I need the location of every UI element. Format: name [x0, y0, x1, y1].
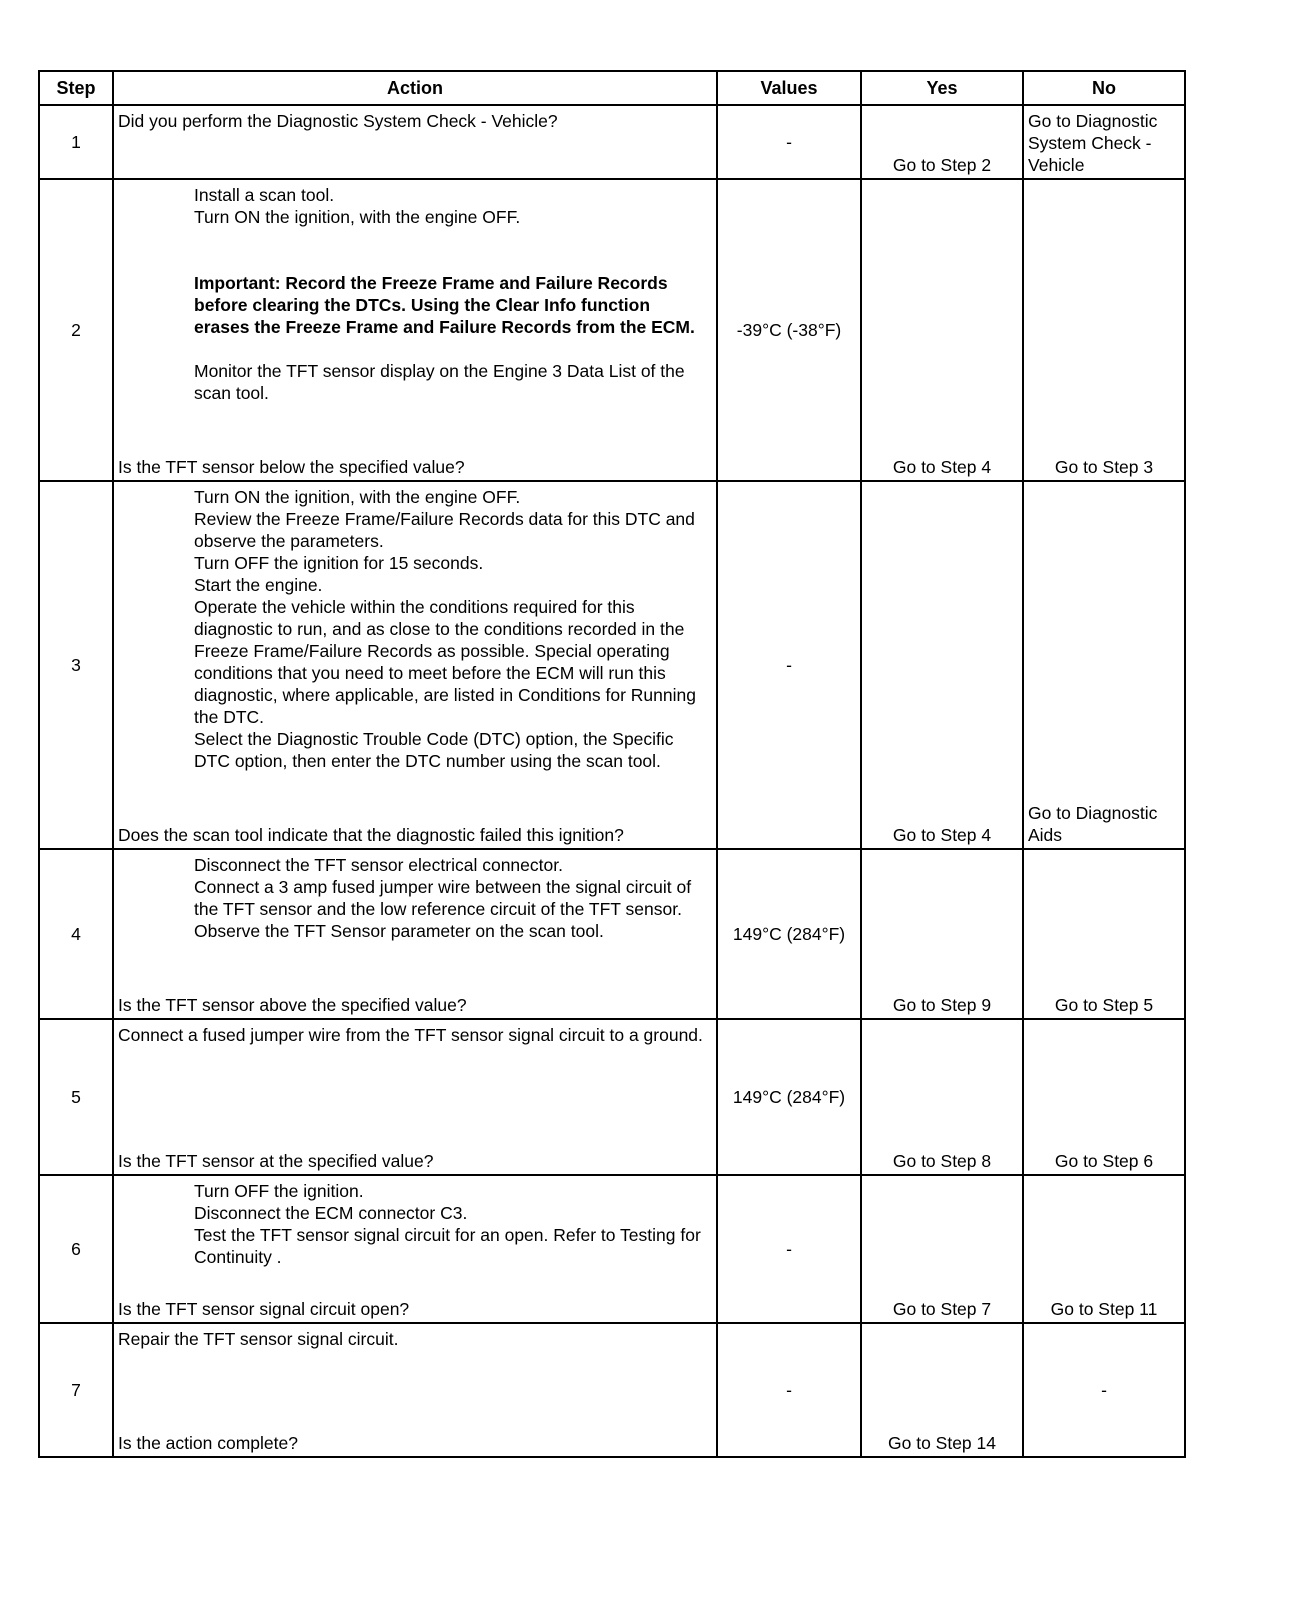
- action-text: Did you perform the Diagnostic System Check - Vehicle?: [113, 105, 717, 179]
- action-cell: [113, 1019, 717, 1175]
- action-step: Turn ON the ignition, with the engine OFF.: [194, 487, 521, 507]
- yes-cell: Go to Step 9: [861, 849, 1023, 1019]
- yes-cell: Go to Step 4: [861, 179, 1023, 481]
- action-question: Does the scan tool indicate that the diagnostic failed this ignition?: [118, 825, 624, 845]
- header-row: [39, 71, 1185, 105]
- important-note: Important: Record the Freeze Frame and Failure Records before clearing the DTCs. Using the Clear Info function erases the Freeze Frame and Failure Records from the ECM.: [194, 273, 695, 337]
- action-step: Select the Diagnostic Trouble Code (DTC) option, the Specific DTC option, then enter the DTC number using the scan tool.: [194, 729, 674, 771]
- action-step: Operate the vehicle within the conditions required for this diagnostic to run, and as close to the conditions recorded in the Freeze Frame/Failure Records as possible. Special operating conditions that you need to meet before the ECM will run this diagnostic, where applicable, are listed in Conditions for Running the DTC.: [194, 597, 696, 727]
- action-question: Is the TFT sensor below the specified value?: [118, 457, 465, 477]
- yes-cell: Go to Step 7: [861, 1175, 1023, 1323]
- action-step: Disconnect the TFT sensor electrical connector.: [194, 855, 563, 875]
- values-cell: -: [717, 105, 861, 179]
- step-number: 5: [39, 1019, 113, 1175]
- table-row: [39, 105, 1185, 179]
- action-question: Is the TFT sensor above the specified value?: [118, 995, 467, 1015]
- no-cell: Go to Diagnostic System Check - Vehicle: [1023, 105, 1185, 179]
- values-cell: 149°C (284°F): [717, 1019, 861, 1175]
- step-number: 1: [39, 105, 113, 179]
- action-step: Start the engine.: [194, 575, 323, 595]
- header-step: Step: [39, 71, 113, 105]
- no-cell: -: [1023, 1323, 1185, 1457]
- header-action: Action: [113, 71, 717, 105]
- no-cell: Go to Diagnostic Aids: [1023, 481, 1185, 849]
- header-no: No: [1023, 71, 1185, 105]
- action-cell: [113, 1175, 717, 1323]
- action-cell: [113, 849, 717, 1019]
- no-cell: Go to Step 11: [1023, 1175, 1185, 1323]
- action-step: Turn OFF the ignition for 15 seconds.: [194, 553, 484, 573]
- action-text: Connect a fused jumper wire from the TFT sensor signal circuit to a ground.: [118, 1025, 703, 1045]
- action-step: Observe the TFT Sensor parameter on the scan tool.: [194, 921, 604, 941]
- action-question: Is the TFT sensor at the specified value?: [118, 1151, 434, 1171]
- values-cell: -: [717, 1175, 861, 1323]
- diagnostic-table-sheet: [38, 70, 1186, 1458]
- step-number: 6: [39, 1175, 113, 1323]
- step-number: 2: [39, 179, 113, 481]
- action-cell: [113, 481, 717, 849]
- step-number: 4: [39, 849, 113, 1019]
- table-row: [39, 481, 1185, 849]
- action-step: Review the Freeze Frame/Failure Records data for this DTC and observe the parameters.: [194, 509, 695, 551]
- action-step: Turn OFF the ignition.: [194, 1181, 364, 1201]
- values-cell: -: [717, 481, 861, 849]
- no-cell: Go to Step 3: [1023, 179, 1185, 481]
- action-step: Connect a 3 amp fused jumper wire between the signal circuit of the TFT sensor and the low reference circuit of the TFT sensor.: [194, 877, 692, 919]
- step-number: 3: [39, 481, 113, 849]
- table-row: [39, 849, 1185, 1019]
- yes-cell: Go to Step 14: [861, 1323, 1023, 1457]
- action-question: Is the TFT sensor signal circuit open?: [118, 1299, 410, 1319]
- action-question: Is the action complete?: [118, 1433, 298, 1453]
- header-yes: Yes: [861, 71, 1023, 105]
- no-cell: Go to Step 5: [1023, 849, 1185, 1019]
- step-number: 7: [39, 1323, 113, 1457]
- yes-cell: Go to Step 8: [861, 1019, 1023, 1175]
- action-step: Turn ON the ignition, with the engine OFF.: [194, 207, 521, 227]
- yes-cell: Go to Step 4: [861, 481, 1023, 849]
- action-step: Monitor the TFT sensor display on the Engine 3 Data List of the scan tool.: [194, 361, 685, 403]
- action-step: Test the TFT sensor signal circuit for an open. Refer to Testing for Continuity .: [194, 1225, 701, 1267]
- action-cell: [113, 179, 717, 481]
- table-row: [39, 1019, 1185, 1175]
- action-cell: [113, 1323, 717, 1457]
- action-step: Install a scan tool.: [194, 185, 335, 205]
- yes-cell: Go to Step 2: [861, 105, 1023, 179]
- values-cell: 149°C (284°F): [717, 849, 861, 1019]
- table-row: [39, 1175, 1185, 1323]
- diagnostic-table: [38, 70, 1186, 1458]
- header-values: Values: [717, 71, 861, 105]
- values-cell: -: [717, 1323, 861, 1457]
- table-row: [39, 1323, 1185, 1457]
- table-row: [39, 179, 1185, 481]
- values-cell: -39°C (-38°F): [717, 179, 861, 481]
- no-cell: Go to Step 6: [1023, 1019, 1185, 1175]
- action-text: Repair the TFT sensor signal circuit.: [118, 1329, 399, 1349]
- action-step: Disconnect the ECM connector C3.: [194, 1203, 468, 1223]
